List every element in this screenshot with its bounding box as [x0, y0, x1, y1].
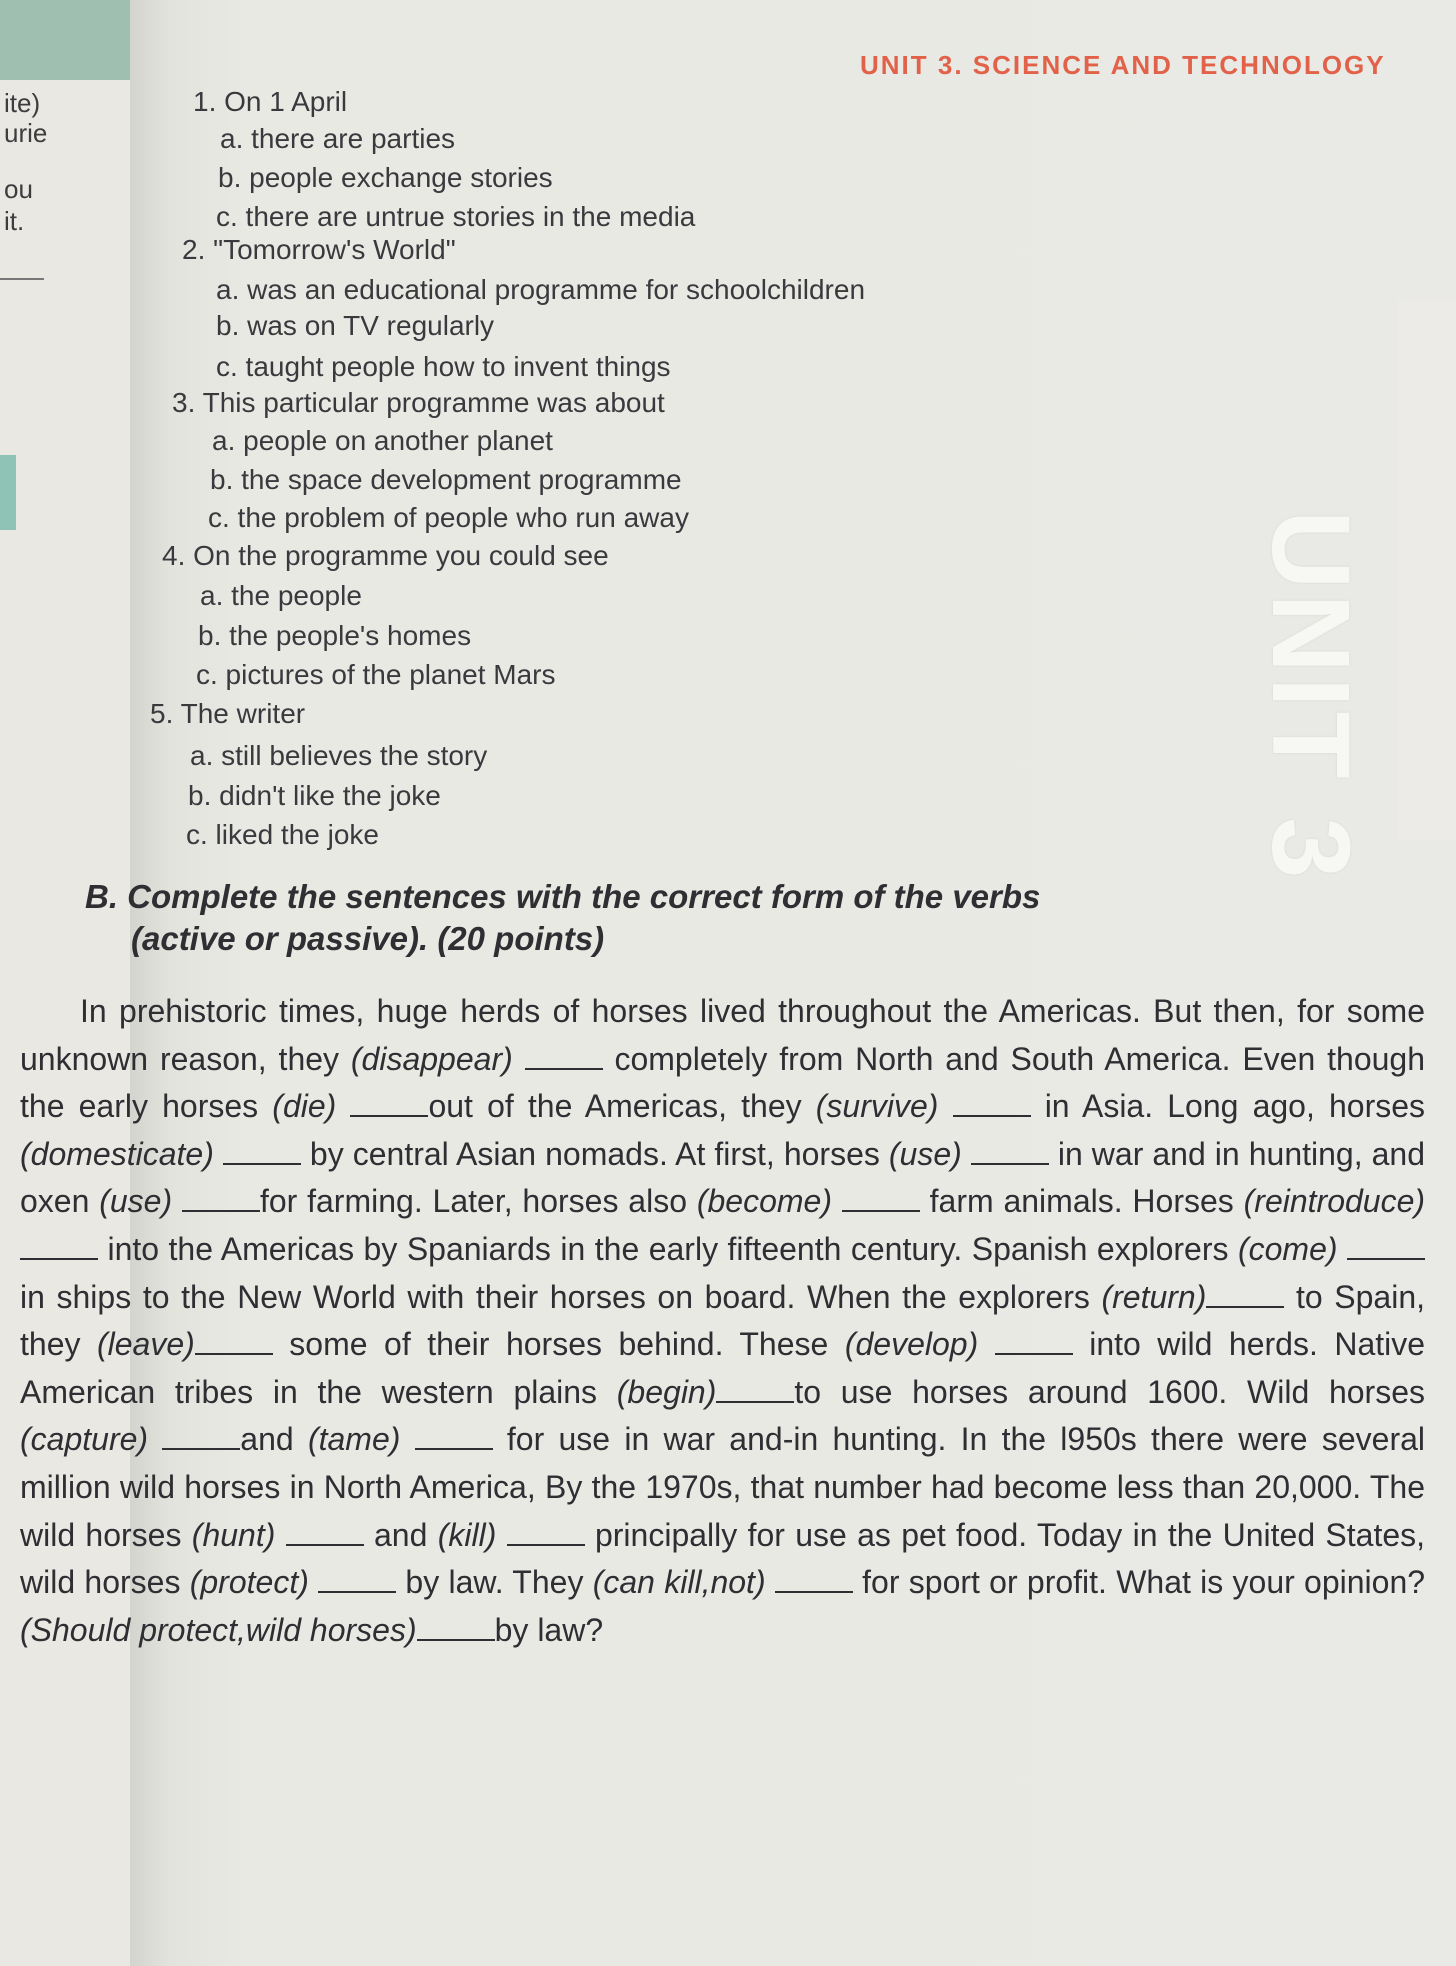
section-b-heading-line2: (active or passive). (20 points) [131, 920, 605, 957]
passage-text [938, 1088, 952, 1124]
verb-prompt: (leave) [96, 1326, 195, 1363]
question-option: a. still believes the story [190, 740, 488, 771]
passage-text [309, 1564, 318, 1600]
unit-side-tab [1249, 300, 1456, 883]
passage-text [214, 1136, 223, 1172]
question-stem: 5. The writer [150, 698, 306, 729]
passage-text: for farming. Later, horses also [259, 1183, 697, 1220]
answer-blank-12 [995, 1327, 1073, 1355]
passage-text: by central Asian nomads. At first, horses [300, 1135, 889, 1172]
passage-text: in ships to the New World with their horses on board. When the explorers [20, 1278, 1102, 1315]
question-option: b. people exchange stories [218, 162, 553, 193]
question-option: a. there are parties [220, 123, 456, 154]
verb-prompt: (hunt) [191, 1516, 276, 1553]
answer-blank-13 [716, 1375, 794, 1403]
answer-blank-6 [182, 1184, 260, 1212]
answer-blank-18 [318, 1565, 396, 1593]
answer-blank-20 [417, 1613, 495, 1641]
answer-blank-14 [162, 1422, 240, 1450]
passage-text: some of their horses behind. These [272, 1326, 845, 1363]
verb-prompt: (develop) [844, 1326, 979, 1363]
passage-text [496, 1517, 506, 1553]
verb-prompt: (capture) [20, 1421, 149, 1458]
answer-blank-17 [507, 1518, 585, 1546]
exercise-passage [20, 988, 1425, 1654]
passage-text [400, 1421, 414, 1457]
passage-text: In prehistoric times, huge herds of horses lived throughout the Americas. But then, for some unknown reason, they [20, 993, 1425, 1077]
answer-blank-2 [350, 1089, 428, 1117]
passage-text [513, 1041, 525, 1077]
answer-blank-1 [525, 1042, 603, 1070]
passage-text: into wild herds. Native American tribes in the western plains [20, 1326, 1426, 1410]
passage-text: by law. They [396, 1564, 593, 1601]
verb-prompt: (can kill,not) [592, 1564, 766, 1601]
passage-text: to Spain, they [20, 1278, 1426, 1363]
answer-blank-10 [1206, 1280, 1284, 1308]
facing-page-divider [0, 278, 44, 280]
answer-blank-16 [286, 1518, 364, 1546]
question-stem: 2. "Tomorrow's World" [182, 234, 456, 265]
verb-prompt: (return) [1101, 1278, 1207, 1315]
question-stem: 3. This particular programme was about [172, 387, 665, 418]
verb-prompt: (use) [99, 1183, 173, 1220]
question-option: b. was on TV regularly [216, 310, 495, 341]
verb-prompt: (survive) [815, 1088, 939, 1125]
answer-blank-15 [415, 1422, 493, 1450]
facing-page-fragment: ou [4, 174, 33, 204]
passage-text: principally for use as pet food. Today in the United States, wild horses [20, 1516, 1426, 1601]
verb-prompt: (domesticate) [20, 1135, 214, 1172]
question-option: c. taught people how to invent things [216, 351, 671, 382]
answer-blank-3 [953, 1089, 1031, 1117]
passage-text: and [240, 1421, 308, 1458]
answer-blank-11 [195, 1327, 273, 1355]
passage-text: by law? [494, 1611, 604, 1648]
passage-text: and [363, 1516, 438, 1553]
passage-text [148, 1421, 162, 1457]
facing-page-fragment: urie [4, 118, 48, 148]
passage-text [336, 1088, 350, 1124]
passage-text [832, 1183, 842, 1219]
verb-prompt: (become) [696, 1183, 832, 1220]
verb-prompt: (reintroduce) [1243, 1183, 1426, 1220]
answer-blank-19 [775, 1565, 853, 1593]
question-option: a. was an educational programme for schoolchildren [216, 274, 866, 305]
section-b-heading [85, 876, 1385, 960]
question-option: b. didn't like the joke [188, 780, 441, 811]
answer-blank-8 [20, 1232, 98, 1260]
answer-blank-4 [223, 1137, 301, 1165]
passage-text: into the Americas by Spaniards in the early fifteenth century. Spanish explorers [98, 1230, 1238, 1267]
facing-page-accent [0, 455, 16, 530]
question-option: b. the space development programme [210, 464, 682, 495]
facing-page-fragment: it. [4, 206, 25, 236]
passage-text: to use horses around 1600. Wild horses [794, 1373, 1425, 1410]
question-stem: 1. On 1 April [193, 86, 348, 117]
passage-text: in Asia. Long ago, horses [1030, 1088, 1426, 1125]
verb-prompt: (begin) [616, 1373, 717, 1410]
verb-prompt: (come) [1237, 1230, 1338, 1267]
passage-text [1338, 1231, 1347, 1267]
verb-prompt: (tame) [307, 1421, 401, 1458]
passage-text [766, 1564, 775, 1600]
facing-page-fragment: ite) [4, 88, 41, 118]
question-option: b. the people's homes [198, 620, 472, 651]
question-option: c. the problem of people who run away [208, 502, 689, 533]
question-option: c. pictures of the planet Mars [196, 659, 556, 690]
verb-prompt: (use) [888, 1135, 962, 1172]
passage-text [172, 1183, 182, 1219]
passage-text [275, 1517, 285, 1553]
verb-prompt: (protect) [189, 1564, 309, 1601]
passage-text [962, 1136, 971, 1172]
passage-text: farm animals. Horses [919, 1183, 1244, 1220]
question-option: c. liked the joke [186, 819, 379, 850]
question-stem: 4. On the programme you could see [162, 540, 609, 571]
verb-prompt: (die) [272, 1088, 337, 1125]
passage-text [978, 1326, 995, 1362]
section-b-heading-line1: B. Complete the sentences with the correct form of the verbs [85, 878, 1041, 915]
answer-blank-7 [842, 1184, 920, 1212]
passage-text: out of the Americas, they [428, 1088, 816, 1125]
unit-header: UNIT 3. SCIENCE AND TECHNOLOGY [860, 50, 1386, 80]
passage-text: in war and in hunting, and oxen [20, 1135, 1426, 1220]
section-b [85, 876, 1385, 960]
passage-text: for use in war and-in hunting. In the l950s there were several million wild horses in North America, By the 1970s, that number had become less than 20,000. The wild horses [20, 1421, 1425, 1553]
answer-blank-9 [1347, 1232, 1425, 1260]
answer-blank-5 [971, 1137, 1049, 1165]
passage-text: for sport or profit. What is your opinion? [852, 1564, 1426, 1601]
passage-text: completely from North and South America. Even though the early horses [20, 1040, 1425, 1125]
verb-prompt: (kill) [437, 1516, 497, 1553]
verb-prompt: (disappear) [350, 1040, 513, 1077]
question-option: a. people on another planet [212, 425, 553, 456]
question-option: a. the people [200, 580, 362, 611]
question-option: c. there are untrue stories in the media [216, 201, 696, 232]
verb-prompt: (Should protect,wild horses) [20, 1611, 417, 1648]
unit-side-tab-label: UNIT 3 [1249, 510, 1372, 883]
